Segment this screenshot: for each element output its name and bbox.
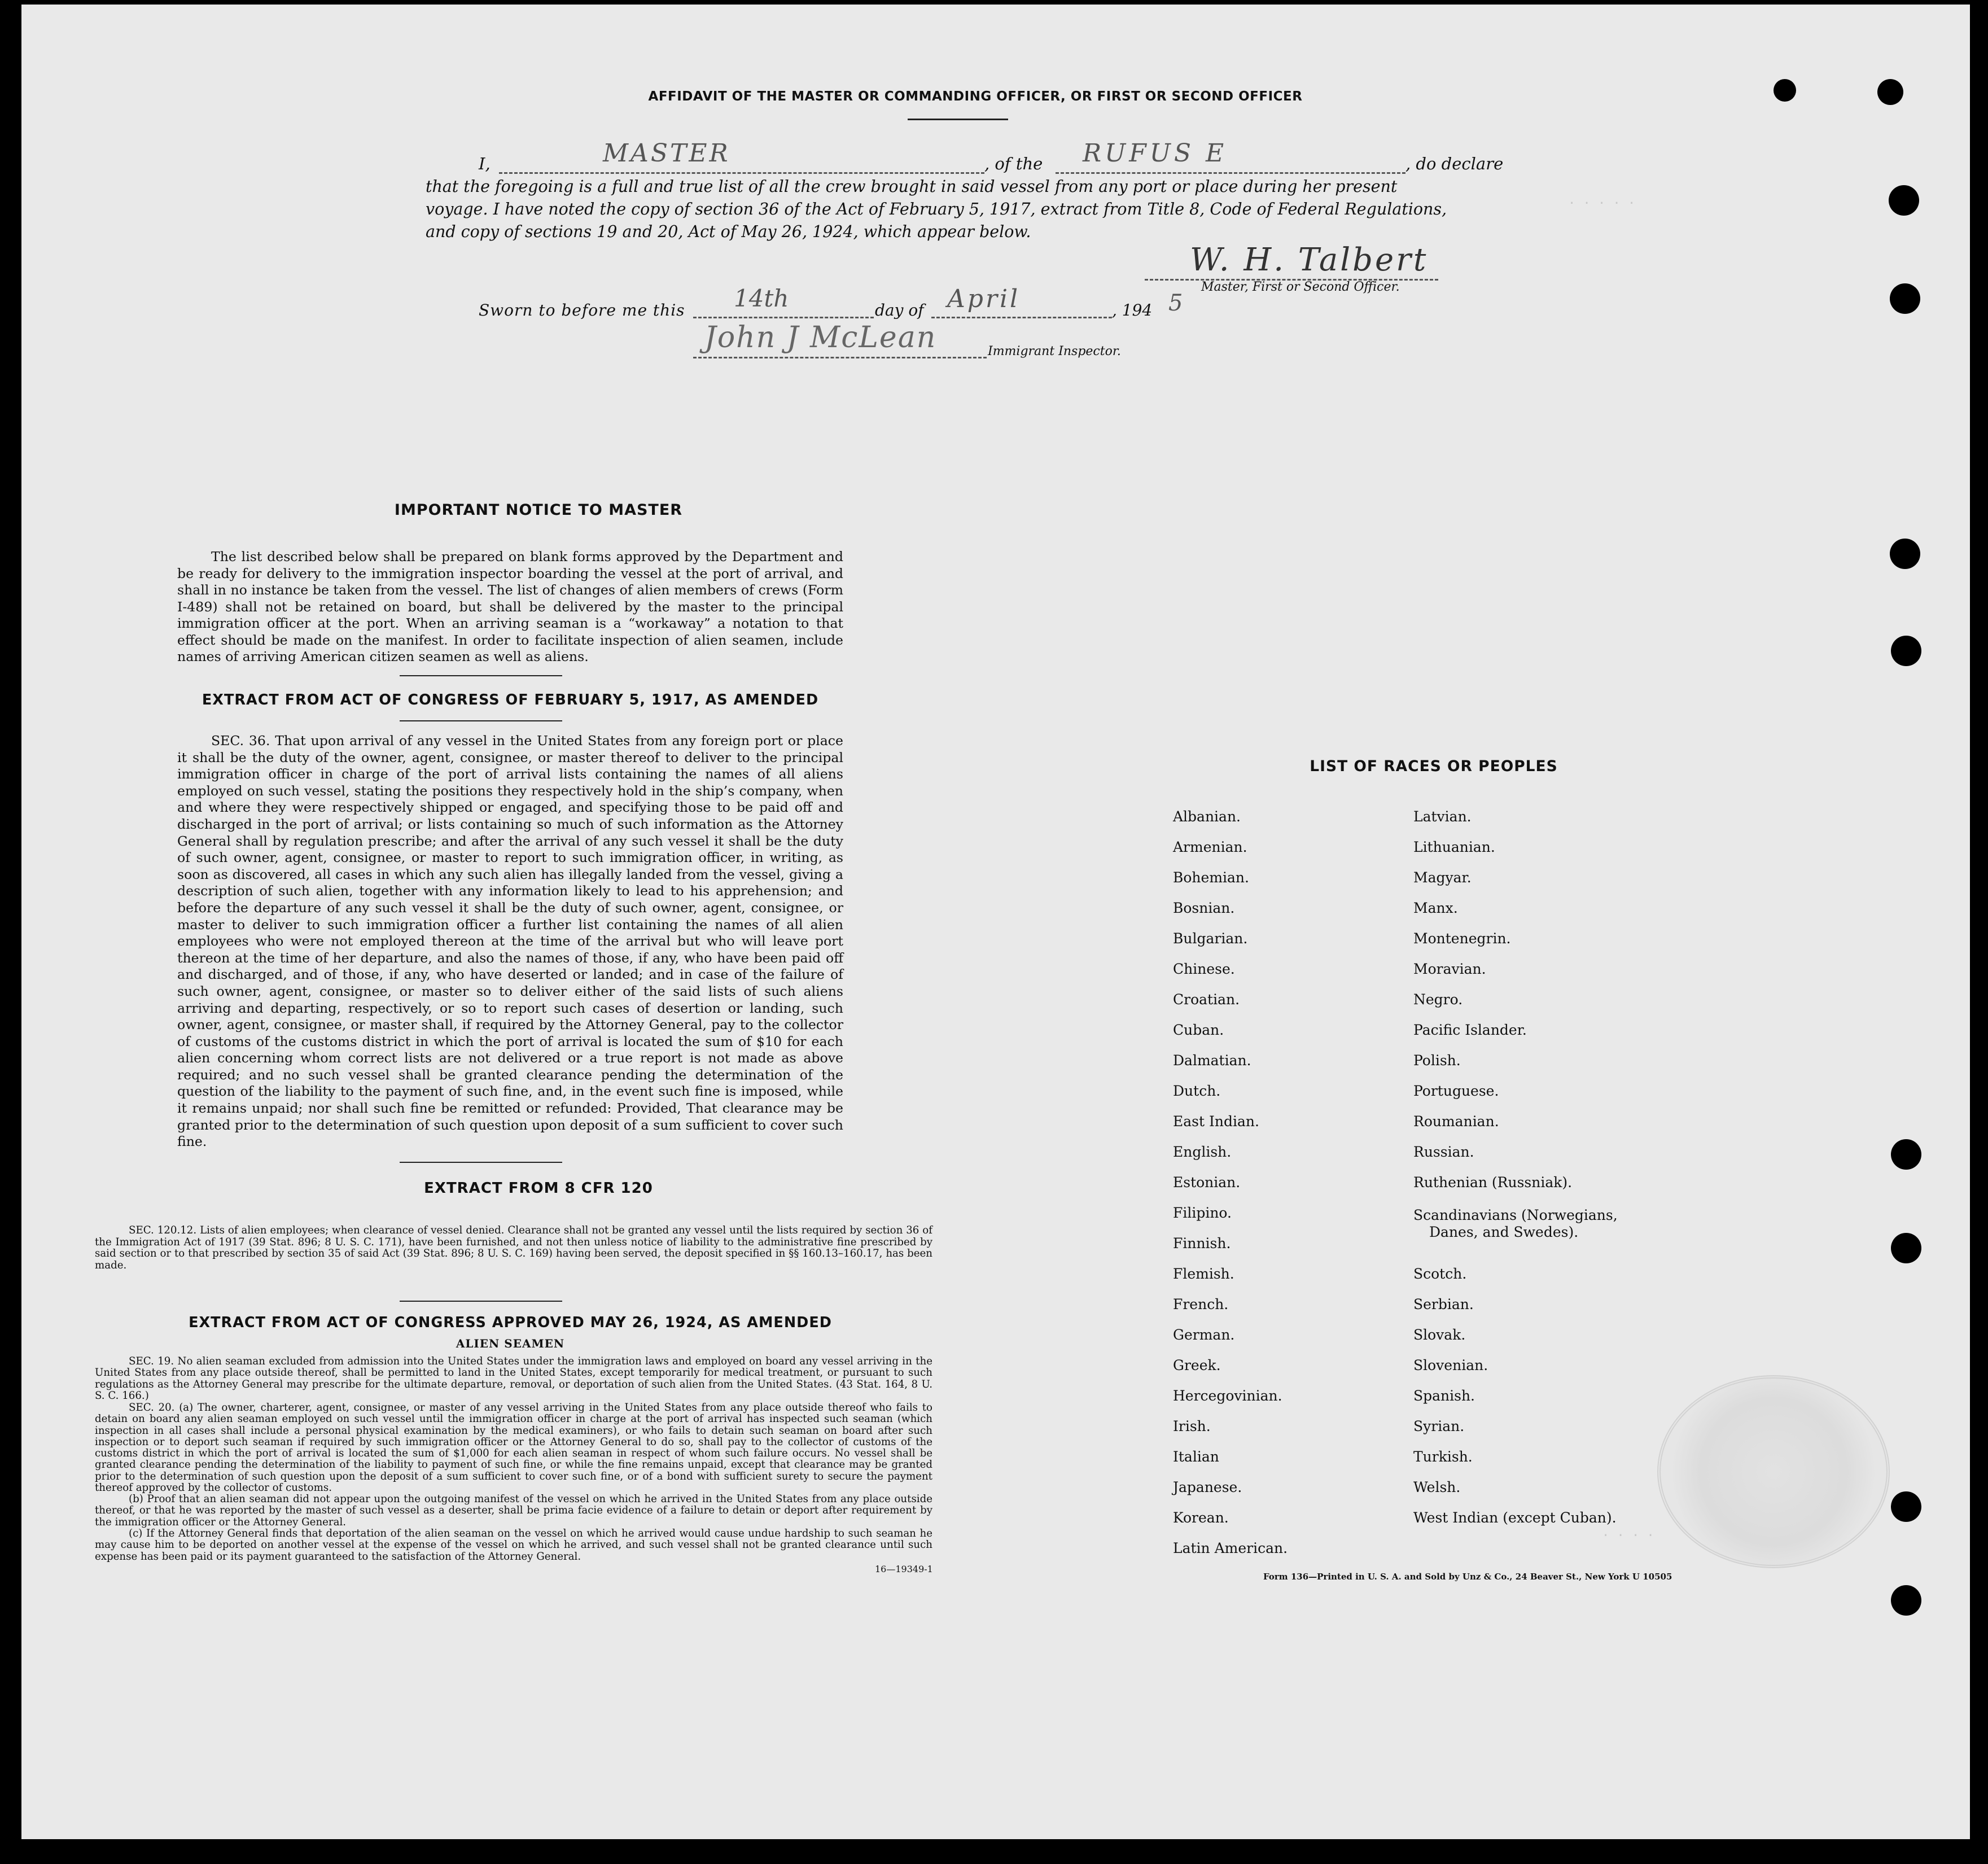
race-right-16: Serbian. bbox=[1413, 1296, 1474, 1312]
race-right-21: Turkish. bbox=[1413, 1449, 1473, 1465]
race-left-7: Cuban. bbox=[1173, 1022, 1224, 1038]
declaration-line-2: that the foregoing is a full and true list of all the crew brought in said vessel from any port or place during her present bbox=[426, 177, 1398, 196]
race-right-17: Slovak. bbox=[1413, 1327, 1466, 1343]
notice-heading: IMPORTANT NOTICE TO MASTER bbox=[394, 501, 683, 519]
divider-4 bbox=[400, 1301, 562, 1302]
race-right-19: Spanish. bbox=[1413, 1388, 1475, 1404]
sworn-year-prefix: , 194 bbox=[1112, 301, 1153, 320]
race-right-15: Scotch. bbox=[1413, 1266, 1467, 1282]
notice-text: The list described below shall be prepared on blank forms approved by the Department and be ready for delivery to the immigration inspector boarding the vessel at the port of arrival, and shall in no instance be taken from the vessel. The list of changes of alien members of crews (Form I-489) shall not be retained on board, but shall be delivered by the master to the principal immigration officer at the port. When an arriving seaman is a “workaway” a notation to that effect should be made on the manifest. In order to facilitate inspection of alien seamen, include names of arriving American citizen seamen as well as aliens. bbox=[177, 549, 843, 664]
officer-caption: Master, First or Second Officer. bbox=[1201, 280, 1400, 294]
affidavit-title: AFFIDAVIT OF THE MASTER OR COMMANDING OFFICER, OR FIRST OR SECOND OFFICER bbox=[648, 89, 1303, 104]
race-right-11: Russian. bbox=[1413, 1144, 1474, 1160]
race-left-13: Filipino. bbox=[1173, 1205, 1232, 1221]
binder-hole bbox=[1877, 79, 1903, 105]
race-right-18: Slovenian. bbox=[1413, 1357, 1488, 1373]
race-left-24: Latin American. bbox=[1173, 1540, 1288, 1556]
role-handwriting: MASTER bbox=[603, 139, 730, 168]
race-left-17: German. bbox=[1173, 1327, 1235, 1343]
race-right-10: Roumanian. bbox=[1413, 1113, 1499, 1130]
divider-2 bbox=[400, 720, 562, 721]
binder-hole bbox=[1890, 283, 1920, 314]
race-left-23: Korean. bbox=[1173, 1509, 1229, 1526]
extract-1917-heading: EXTRACT FROM ACT OF CONGRESS OF FEBRUARY 5, 1917, AS AMENDED bbox=[202, 692, 819, 708]
binder-hole bbox=[1891, 1585, 1921, 1616]
role-fill-line bbox=[499, 172, 984, 174]
race-left-15: Flemish. bbox=[1173, 1266, 1234, 1282]
title-underline bbox=[908, 119, 1008, 120]
sec-20a-text: SEC. 20. (a) The owner, charterer, agent, consignee, or master of any vessel arriving in the United States from any place outside thereof who fails to detain on board any alien seaman employed on such vessel until the immigration officer in charge at the port of arrival has inspected such seaman (which inspection in all cases shall include a personal physical examination by the medical examiners), or who fails to detain such seaman on board after such inspection or to deport such seaman if required by such immigration officer or the Attorney General to do so, shall pay to the collector of customs of the customs district in which the port of arrival is located the sum of $1,000 for each alien seaman in respect of whom such failure occurs. No vessel shall be granted clearance pending the determination of the liability to payment of such fine, or while the fine remains unpaid, except that clearance may be granted prior to the determination of such question upon the deposit of a sum sufficient to cover such fine, or of a bond with sufficient surety to secure the payment thereof approved by the collector of customs. bbox=[95, 1402, 932, 1494]
race-right-1: Lithuanian. bbox=[1413, 839, 1495, 855]
extract-cfr-text: SEC. 120.12. Lists of alien employees; when clearance of vessel denied. Clearance shall not be granted any vessel until the lists required by section 36 of the Immigration Act of 1917 (39 Stat. 896; 8 U. S. C. 171), have been furnished, and not then unless notice of liability to the administrative fine prescribed by said section or to that prescribed by section 35 of said Act (39 Stat. 896; 8 U. S. C. 169) having been served, the deposit specified in §§ 160.13–160.17, has been made. bbox=[95, 1224, 932, 1271]
races-heading: LIST OF RACES OR PEOPLES bbox=[1310, 758, 1558, 775]
sworn-day: 14th bbox=[734, 285, 789, 312]
race-left-20: Irish. bbox=[1173, 1418, 1211, 1434]
binder-hole bbox=[1891, 1233, 1921, 1263]
binder-hole bbox=[1890, 539, 1920, 569]
race-left-6: Croatian. bbox=[1173, 991, 1240, 1008]
vessel-handwriting: RUFUS E bbox=[1083, 139, 1228, 168]
bleed-through-marks: · · · · · · · · · bbox=[1568, 196, 1654, 1543]
race-left-14: Finnish. bbox=[1173, 1235, 1231, 1252]
race-left-0: Albanian. bbox=[1173, 808, 1241, 825]
race-right-13: Scandinavians (Norwegians, bbox=[1413, 1207, 1618, 1223]
officer-signature: W. H. Talbert bbox=[1190, 242, 1429, 278]
extract-1924-subheading: ALIEN SEAMEN bbox=[456, 1337, 565, 1350]
binder-hole bbox=[1891, 1491, 1921, 1522]
binder-hole bbox=[1891, 1139, 1921, 1170]
race-right-7: Pacific Islander. bbox=[1413, 1022, 1527, 1038]
race-right-8: Polish. bbox=[1413, 1052, 1461, 1069]
declaration-middle: , of the bbox=[984, 154, 1043, 173]
declaration-line-3: voyage. I have noted the copy of section 36 of the Act of February 5, 1917, extract from Title 8, Code of Federal Regulations, bbox=[426, 200, 1447, 218]
sec-19-text: SEC. 19. No alien seaman excluded from admission into the United States under the immigration laws and employed on board any vessel arriving in the United States from any place outside thereof, shall be permitted to land in the United States, except temporarily for medical treatment, or pursuant to such regulations as the Attorney General may prescribe for the ultimate departure, removal, or deportation of such alien from the United States. (43 Stat. 164, 8 U. S. C. 166.) bbox=[95, 1355, 932, 1402]
sworn-year-digit: 5 bbox=[1168, 290, 1183, 316]
race-left-16: French. bbox=[1173, 1296, 1229, 1312]
document-page bbox=[21, 5, 1970, 1839]
race-right-2: Magyar. bbox=[1413, 869, 1472, 886]
race-left-9: Dutch. bbox=[1173, 1083, 1221, 1099]
race-left-21: Italian bbox=[1173, 1449, 1219, 1465]
race-left-8: Dalmatian. bbox=[1173, 1052, 1251, 1069]
binder-hole bbox=[1891, 636, 1921, 666]
divider-1 bbox=[400, 675, 562, 676]
divider-3 bbox=[400, 1162, 562, 1163]
race-right-22: Welsh. bbox=[1413, 1479, 1461, 1495]
race-left-5: Chinese. bbox=[1173, 961, 1235, 977]
vessel-fill-line bbox=[1056, 172, 1405, 174]
declaration-suffix: , do declare bbox=[1405, 154, 1504, 173]
race-right-14: Danes, and Swedes). bbox=[1429, 1224, 1579, 1240]
sworn-day-label: day of bbox=[875, 301, 924, 320]
binder-hole bbox=[1889, 185, 1919, 216]
race-left-19: Hercegovinian. bbox=[1173, 1388, 1282, 1404]
race-left-11: English. bbox=[1173, 1144, 1232, 1160]
race-right-5: Moravian. bbox=[1413, 961, 1486, 977]
race-left-10: East Indian. bbox=[1173, 1113, 1259, 1130]
form-code: 16—19349-1 bbox=[875, 1564, 933, 1574]
race-left-22: Japanese. bbox=[1173, 1479, 1242, 1495]
extract-1924-heading: EXTRACT FROM ACT OF CONGRESS APPROVED MAY 26, 1924, AS AMENDED bbox=[189, 1314, 832, 1331]
race-right-0: Latvian. bbox=[1413, 808, 1472, 825]
race-right-12: Ruthenian (Russniak). bbox=[1413, 1174, 1573, 1191]
race-left-4: Bulgarian. bbox=[1173, 930, 1248, 947]
race-right-3: Manx. bbox=[1413, 900, 1458, 916]
declaration-line-4: and copy of sections 19 and 20, Act of May 26, 1924, which appear below. bbox=[426, 222, 1031, 241]
race-right-20: Syrian. bbox=[1413, 1418, 1465, 1434]
sworn-prefix: Sworn to before me this bbox=[479, 301, 685, 320]
race-left-1: Armenian. bbox=[1173, 839, 1247, 855]
race-left-12: Estonian. bbox=[1173, 1174, 1241, 1191]
race-left-3: Bosnian. bbox=[1173, 900, 1235, 916]
sec-20b-text: (b) Proof that an alien seaman did not appear upon the outgoing manifest of the vessel on which he arrived in the United States from any place outside thereof, or that he was reported by the master of such vessel as a deserter, shall be prima facie evidence of a failure to detain or deport after requirement by the immigration officer or the Attorney General. bbox=[95, 1493, 932, 1528]
race-left-18: Greek. bbox=[1173, 1357, 1221, 1373]
race-left-2: Bohemian. bbox=[1173, 869, 1249, 886]
inspector-signature: John J McLean bbox=[704, 321, 937, 355]
inspector-signature-line bbox=[693, 357, 987, 358]
binder-hole bbox=[1774, 79, 1796, 102]
inspector-caption: Immigrant Inspector. bbox=[988, 344, 1121, 358]
race-right-23: West Indian (except Cuban). bbox=[1413, 1509, 1617, 1526]
sworn-day-line bbox=[693, 317, 874, 318]
extract-cfr-heading: EXTRACT FROM 8 CFR 120 bbox=[424, 1180, 653, 1197]
form-printer-footer: Form 136—Printed in U. S. A. and Sold by Unz & Co., 24 Beaver St., New York U 10505 bbox=[1263, 1572, 1672, 1582]
race-right-6: Negro. bbox=[1413, 991, 1463, 1008]
race-right-4: Montenegrin. bbox=[1413, 930, 1511, 947]
sworn-month: April bbox=[947, 285, 1021, 313]
race-right-9: Portuguese. bbox=[1413, 1083, 1499, 1099]
extract-1917-text: SEC. 36. That upon arrival of any vessel in the United States from any foreign port or place it shall be the duty of the owner, agent, consignee, or master thereof to deliver to the principal immigration officer in charge of the port of arrival lists containing the names of all aliens employed on such vessel, stating the positions they respectively hold in the ship’s company, when and where they were respectively shipped or engaged, and specifying those to be paid off and discharged in the port of arrival; or lists containing so much of such information as the Attorney General shall by regulation prescribe; and after the arrival of any such vessel it shall be the duty of such owner, agent, consignee, or master to report to such immigration officer, in writing, as soon as discovered, all cases in which any such alien has illegally landed from the vessel, giving a description of such alien, together with any information likely to lead to his apprehension; and before the departure of any such vessel it shall be the duty of such owner, agent, consignee, or master to deliver to such immigration officer a further list containing the names of all alien employees who were not employed thereon at the time of the arrival but who will leave port thereon at the time of her departure, and also the names of those, if any, who have been paid off and discharged, and of those, if any, who have deserted or landed; and in case of the failure of such owner, agent, consignee, or master so to deliver either of the said lists of such aliens arriving and departing, respectively, or so to report such cases of desertion or landing, such owner, agent, consignee, or master shall, if required by the Attorney General, pay to the collector of customs of the customs district in which the port of arrival is located the sum of $10 for each alien concerning whom correct lists are not delivered or a true report is not made as above required; and no such vessel shall be granted clearance pending the determination of the question of the liability to the payment of such fine, and, in the event such fine is imposed, while it remains unpaid; nor shall such fine be remitted or refunded: Provided, That clearance may be granted prior to the determination of such question upon deposit of a sum sufficient to cover such fine. bbox=[177, 733, 843, 1150]
declaration-prefix: I, bbox=[479, 154, 491, 173]
sworn-month-line bbox=[931, 317, 1112, 318]
sec-20c-text: (c) If the Attorney General finds that deportation of the alien seaman on the vessel on which he arrived would cause undue hardship to such seaman he may cause him to be deported on another vessel at the expense of the vessel on which he arrived, and such vessel shall not be granted clearance until such expense has been paid or its payment guaranteed to the satisfaction of the Attorney General. bbox=[95, 1528, 932, 1563]
